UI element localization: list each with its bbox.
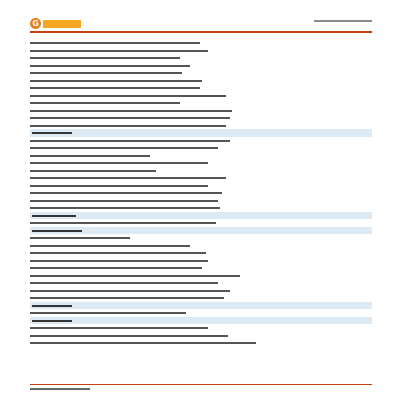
toc-entry-title bbox=[30, 327, 208, 329]
toc-page-number bbox=[362, 159, 372, 167]
toc-page-number bbox=[362, 204, 372, 212]
toc-entry-title bbox=[30, 42, 200, 44]
toc-entry-title bbox=[30, 297, 224, 299]
toc-page-number bbox=[362, 302, 372, 310]
toc-entry-title bbox=[30, 282, 218, 284]
toc-section-header[interactable] bbox=[30, 212, 372, 220]
toc-page-number bbox=[362, 197, 372, 205]
toc-entry-title bbox=[30, 237, 130, 239]
toc-section-header[interactable] bbox=[30, 302, 372, 310]
toc-page-number bbox=[362, 107, 372, 115]
logo-mark-icon: G bbox=[30, 18, 41, 29]
toc-entry-title bbox=[30, 245, 190, 247]
toc-page-number bbox=[362, 279, 372, 287]
toc-entry[interactable] bbox=[30, 137, 372, 145]
toc-page-number bbox=[362, 137, 372, 145]
toc-entry[interactable] bbox=[30, 332, 372, 340]
toc-entry-title bbox=[30, 200, 218, 202]
toc-entry-title bbox=[30, 65, 190, 67]
toc-entry-title bbox=[30, 87, 200, 89]
toc-page-number bbox=[362, 287, 372, 295]
toc-page-number bbox=[362, 129, 372, 137]
toc-entry-title bbox=[30, 275, 240, 277]
toc-entry-title bbox=[30, 177, 226, 179]
toc-entry-title bbox=[32, 230, 82, 232]
toc-page-number bbox=[362, 54, 372, 62]
toc-entry-title bbox=[30, 50, 208, 52]
footer-page-number bbox=[362, 385, 372, 392]
toc-entry-title bbox=[30, 80, 202, 82]
toc-page-number bbox=[362, 249, 372, 257]
toc-entry-title bbox=[30, 57, 180, 59]
toc-entry-title bbox=[30, 342, 256, 344]
toc-entry[interactable] bbox=[30, 257, 372, 265]
toc-page-number bbox=[362, 92, 372, 100]
toc-entry[interactable] bbox=[30, 122, 372, 130]
toc-entry-title bbox=[30, 312, 186, 314]
toc-entry[interactable] bbox=[30, 152, 372, 160]
toc-page-number bbox=[362, 264, 372, 272]
toc-page-number bbox=[362, 47, 372, 55]
toc-entry-title bbox=[30, 207, 220, 209]
toc-entry-title bbox=[30, 335, 228, 337]
toc-entry-title bbox=[30, 192, 222, 194]
toc-page-number bbox=[362, 242, 372, 250]
toc-entry-title bbox=[30, 290, 230, 292]
toc-entry[interactable] bbox=[30, 189, 372, 197]
toc-page-number bbox=[362, 272, 372, 280]
toc-entry-title bbox=[30, 260, 208, 262]
toc-entry-title bbox=[32, 132, 72, 134]
toc-entry-title bbox=[30, 110, 232, 112]
report-subtitle bbox=[314, 20, 372, 22]
toc-entry-title bbox=[30, 267, 202, 269]
toc-entry[interactable] bbox=[30, 92, 372, 100]
toc-page-number bbox=[362, 39, 372, 47]
toc-entry[interactable] bbox=[30, 197, 372, 205]
toc-entry[interactable] bbox=[30, 339, 372, 347]
toc-page-number bbox=[362, 122, 372, 130]
toc-entry-title bbox=[30, 155, 150, 157]
toc-page-number bbox=[362, 114, 372, 122]
toc-entry[interactable] bbox=[30, 144, 372, 152]
toc-page-number bbox=[362, 167, 372, 175]
toc-page-number bbox=[362, 309, 372, 317]
toc-page-number bbox=[362, 77, 372, 85]
logo-banner bbox=[43, 20, 81, 28]
toc-entry-title bbox=[30, 125, 226, 127]
toc-entry-title bbox=[30, 252, 206, 254]
toc-entry[interactable] bbox=[30, 219, 372, 227]
toc-page-number bbox=[362, 84, 372, 92]
toc-section-header[interactable] bbox=[30, 317, 372, 325]
toc-entry[interactable] bbox=[30, 249, 372, 257]
toc-entry[interactable] bbox=[30, 182, 372, 190]
toc-page-number bbox=[362, 69, 372, 77]
toc-entry-title bbox=[30, 147, 218, 149]
page-footer bbox=[30, 384, 372, 392]
toc-entry[interactable] bbox=[30, 204, 372, 212]
toc-entry[interactable] bbox=[30, 287, 372, 295]
toc-entry-title bbox=[32, 305, 72, 307]
toc-entry[interactable] bbox=[30, 39, 372, 47]
toc-entry[interactable] bbox=[30, 69, 372, 77]
toc-entry[interactable] bbox=[30, 54, 372, 62]
toc-page-number bbox=[362, 152, 372, 160]
toc-page-number bbox=[362, 189, 372, 197]
toc-entry[interactable] bbox=[30, 84, 372, 92]
toc-entry[interactable] bbox=[30, 324, 372, 332]
toc-entry[interactable] bbox=[30, 309, 372, 317]
toc-entry[interactable] bbox=[30, 99, 372, 107]
toc-page-number bbox=[362, 339, 372, 347]
toc-entry-title bbox=[32, 320, 72, 322]
page-header bbox=[30, 17, 372, 33]
toc-page-number bbox=[362, 62, 372, 70]
toc-entry[interactable] bbox=[30, 107, 372, 115]
toc-entry-title bbox=[30, 162, 208, 164]
toc-entry-title bbox=[30, 140, 230, 142]
toc-page-number bbox=[362, 182, 372, 190]
toc-page-number bbox=[362, 317, 372, 325]
toc-entry[interactable] bbox=[30, 47, 372, 55]
toc-page-number bbox=[362, 332, 372, 340]
toc-page-number bbox=[362, 294, 372, 302]
toc-entry[interactable] bbox=[30, 234, 372, 242]
toc-entry[interactable] bbox=[30, 62, 372, 70]
toc-entry[interactable] bbox=[30, 294, 372, 302]
toc-page-number bbox=[362, 257, 372, 265]
toc-entry-title bbox=[30, 95, 226, 97]
toc-entry[interactable] bbox=[30, 114, 372, 122]
toc-entry[interactable] bbox=[30, 264, 372, 272]
toc-page-number bbox=[362, 234, 372, 242]
toc-entry[interactable] bbox=[30, 174, 372, 182]
toc-page-number bbox=[362, 99, 372, 107]
toc-entry-title bbox=[32, 215, 76, 217]
toc-page-number bbox=[362, 227, 372, 235]
website-link[interactable] bbox=[30, 388, 90, 390]
toc-entry[interactable] bbox=[30, 159, 372, 167]
toc-entry-title bbox=[30, 185, 208, 187]
toc-section-header[interactable] bbox=[30, 129, 372, 137]
company-logo bbox=[30, 17, 81, 30]
toc-entry[interactable] bbox=[30, 242, 372, 250]
toc-entry-title bbox=[30, 222, 216, 224]
toc-page-number bbox=[362, 212, 372, 220]
toc-page-number bbox=[362, 144, 372, 152]
toc-page-number bbox=[362, 324, 372, 332]
toc-page-number bbox=[362, 174, 372, 182]
toc-page-number bbox=[362, 219, 372, 227]
toc-entry-title bbox=[30, 72, 182, 74]
toc-entry[interactable] bbox=[30, 77, 372, 85]
toc-entry[interactable] bbox=[30, 272, 372, 280]
toc-entry[interactable] bbox=[30, 279, 372, 287]
toc-section-header[interactable] bbox=[30, 227, 372, 235]
toc-entry[interactable] bbox=[30, 167, 372, 175]
toc-entry-title bbox=[30, 102, 180, 104]
toc-entry-title bbox=[30, 170, 156, 172]
table-of-contents bbox=[30, 39, 372, 347]
toc-entry-title bbox=[30, 117, 230, 119]
